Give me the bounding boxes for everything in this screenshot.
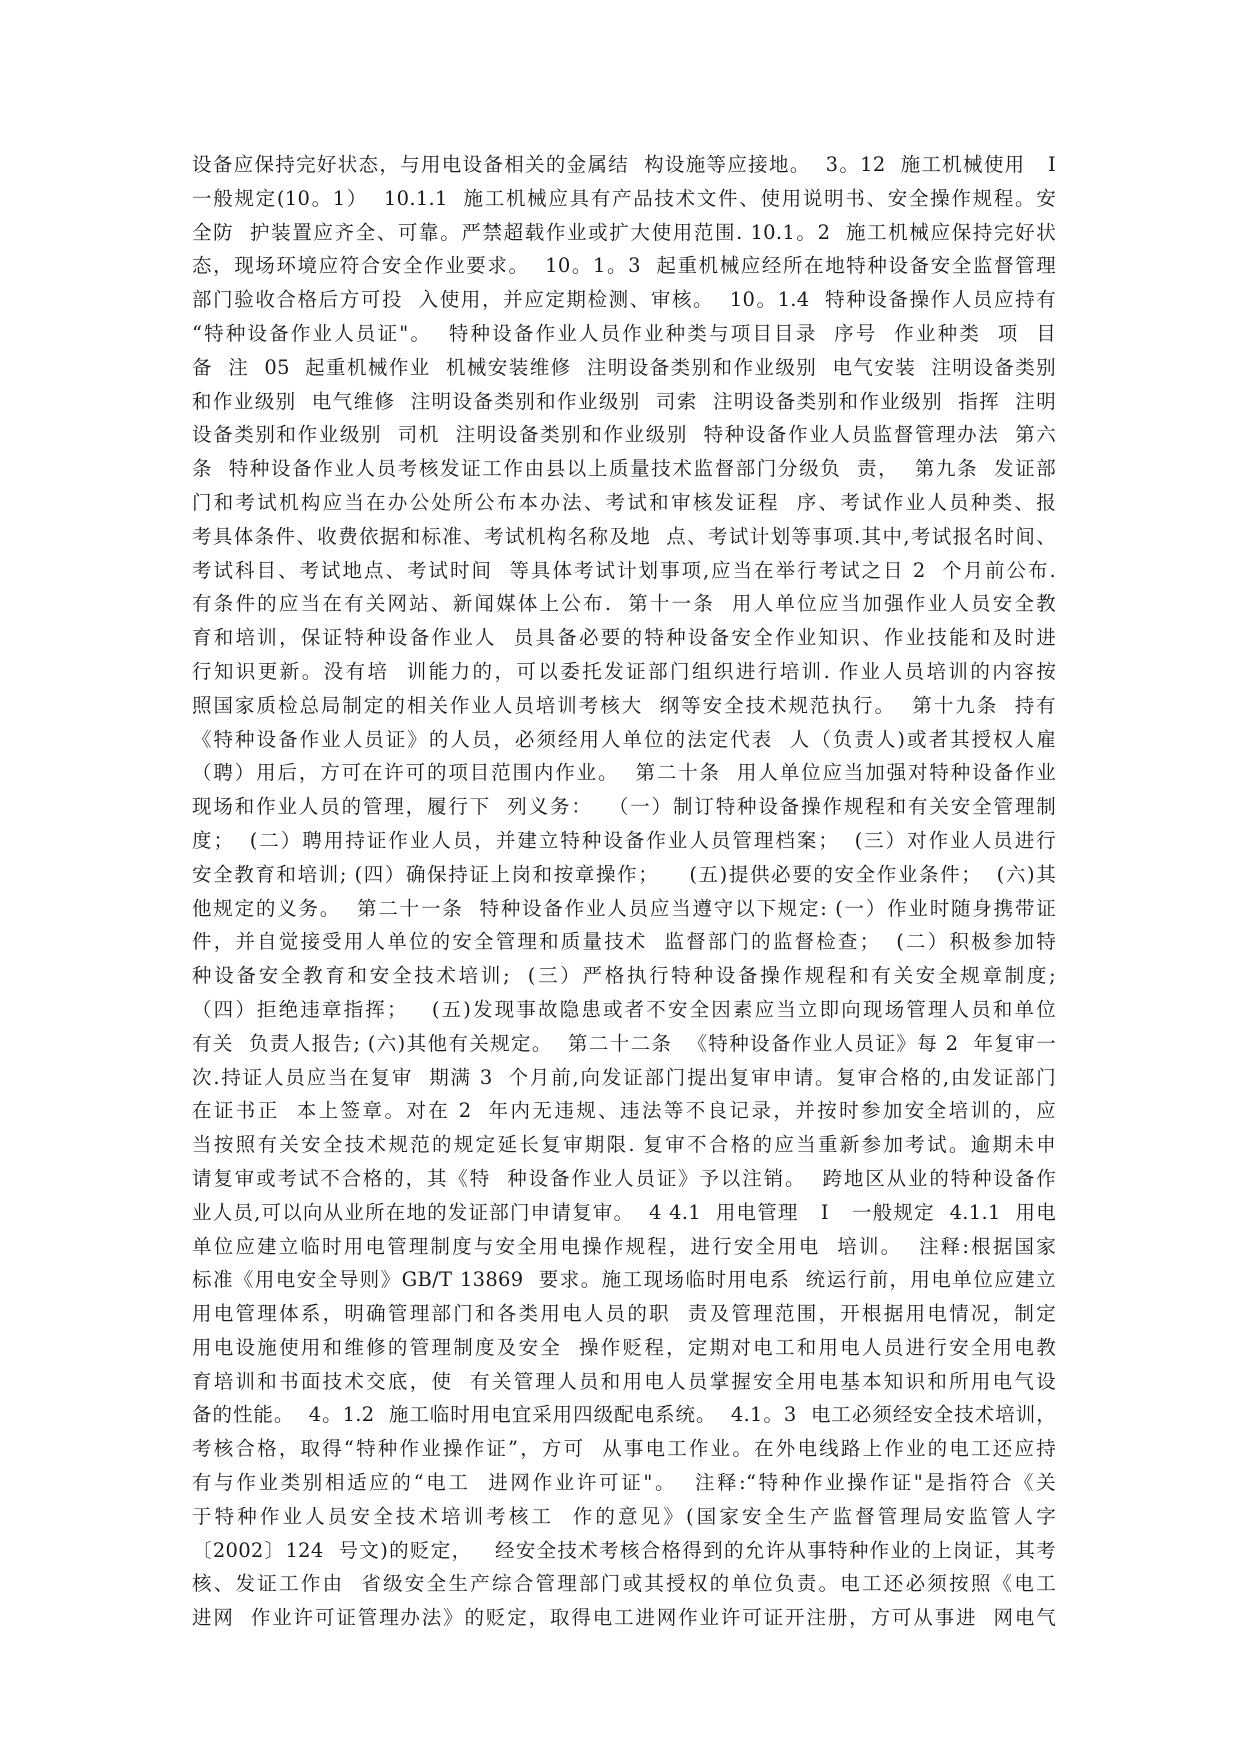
text-line: 种设备安全教育和安全技术培训; (三）严格执行特种设备操作规程和有关安全规章制度; — [192, 964, 1056, 988]
text-line: 态，现场环境应符合安全作业要求。 10。1。3 起重机械应经所在地特种设备安全监督管理 — [192, 254, 1056, 278]
text-line: 设备类别和作业级别 司机 注明设备类别和作业级别 特种设备作业人员监督管理办法 第六 — [192, 423, 1056, 447]
text-line: 考试科目、考试地点、考试时间 等具体考试计划事项,应当在举行考试之日 2 个月前公布. — [192, 558, 1056, 582]
text-line: 行知识更新。没有培 训能力的，可以委托发证部门组织进行培训. 作业人员培训的内容按 — [192, 659, 1056, 683]
text-line: 有关 负责人报告; (六)其他有关规定。 第二十二条 《特种设备作业人员证》每 2 年复审一 — [192, 1031, 1056, 1055]
text-line: 有条件的应当在有关网站、新闻媒体上公布. 第十一条 用人单位应当加强作业人员安全教 — [192, 592, 1056, 616]
text-line: 设备应保持完好状态，与用电设备相关的金属结 构设施等应接地。 3。12 施工机械使用 Ⅰ — [192, 153, 1056, 176]
text-line: 件，并自觉接受用人单位的安全管理和质量技术 监督部门的监督检查； (二）积极参加特 — [192, 930, 1056, 954]
text-line: 和作业级别 电气维修 注明设备类别和作业级别 司索 注明设备类别和作业级别 指挥 注明 — [192, 389, 1056, 413]
text-line: 在证书正 本上签章。对在 2 年内无违规、违法等不良记录，并按时参加安全培训的，应 — [192, 1099, 1056, 1123]
text-line: 业人员,可以向从业所在地的发证部门申请复审。 4 4.1 用电管理 Ⅰ 一般规定 4.1.1 用电 — [192, 1200, 1056, 1224]
text-line: 育和培训，保证特种设备作业人 员具备必要的特种设备安全作业知识、作业技能和及时进 — [192, 626, 1056, 650]
text-line: 他规定的义务。 第二十一条 特种设备作业人员应当遵守以下规定: (一）作业时随身携带证 — [192, 896, 1056, 920]
text-line: 备 注 05 起重机械作业 机械安装维修 注明设备类别和作业级别 电气安装 注明设备类别 — [192, 355, 1056, 379]
text-line: 备的性能。 4。1.2 施工临时用电宜采用四级配电系统。 4.1。3 电工必须经安全技术培训， — [192, 1403, 1056, 1427]
text-line: 育培训和书面技术交底，使 有关管理人员和用电人员掌握安全用电基本知识和所用电气设 — [192, 1369, 1056, 1393]
text-line: 进网 作业许可证管理办法》的贬定，取得电工进网作业许可证开注册，方可从事进 网电气 — [192, 1606, 1056, 1630]
text-line: 当按照有关安全技术规范的规定延长复审期限. 复审不合格的应当重新参加考试。逾期未申 — [192, 1133, 1056, 1157]
text-line: 标准《用电安全导则》GB/T 13869 要求。施工现场临时用电系 统运行前，用电单位应建立 — [192, 1268, 1056, 1292]
text-line: 安全教育和培训; (四）确保持证上岗和按章操作； (五)提供必要的安全作业条件； (六)其 — [192, 862, 1056, 886]
text-line: 考核合格，取得“特种作业操作证”，方可 从事电工作业。在外电线路上作业的电工还应持 — [192, 1437, 1056, 1461]
text-line: 《特种设备作业人员证》的人员，必须经用人单位的法定代表 人（负责人)或者其授权人雇 — [192, 727, 1056, 751]
text-line: （聘）用后，方可在许可的项目范围内作业。 第二十条 用人单位应当加强对特种设备作业 — [192, 761, 1056, 785]
text-line: 请复审或考试不合格的，其《特 种设备作业人员证》予以注销。 跨地区从业的特种设备作 — [192, 1166, 1056, 1190]
text-line: 门和考试机构应当在办公处所公布本办法、考试和审核发证程 序、考试作业人员种类、报 — [192, 490, 1056, 514]
text-line: 度； (二）聘用持证作业人员，并建立特种设备作业人员管理档案； (三）对作业人员进行 — [192, 828, 1056, 852]
text-line: 有与作业类别相适应的“电工 进网作业许可证"。 注释:“特种作业操作证"是指符合《关 — [192, 1471, 1056, 1495]
text-line: “特种设备作业人员证"。 特种设备作业人员作业种类与项目目录 序号 作业种类 项 目 — [192, 321, 1056, 345]
text-line: 条 特种设备作业人员考核发证工作由县以上质量技术监督部门分级负 责， 第九条 发证部 — [192, 457, 1056, 481]
text-line: 现场和作业人员的管理，履行下 列义务： （一）制订特种设备操作规程和有关安全管理制 — [192, 795, 1056, 819]
text-line: 一般规定(10。1） 10.1.1 施工机械应具有产品技术文件、使用说明书、安全操作规程。安 — [192, 186, 1056, 210]
text-line: 〔2002〕124 号文)的贬定， 经安全技术考核合格得到的允许从事特种作业的上岗证，其考 — [192, 1538, 1056, 1562]
text-line: 于特种作业人员安全技术培训考核工 作的意见》(国家安全生产监督管理局安监管人字 — [192, 1504, 1056, 1528]
text-line: 用电管理体系，明确管理部门和各类用电人员的职 责及管理范围，开根据用电情况，制定 — [192, 1302, 1056, 1326]
body-text — [192, 148, 1056, 1635]
text-line: 全防 护装置应齐全、可靠。严禁超载作业或扩大使用范围. 10.1。2 施工机械应保持完好状 — [192, 220, 1056, 244]
text-line: 部门验收合格后方可投 入使用，并应定期检测、审核。 10。1.4 特种设备操作人员应持有 — [192, 288, 1056, 312]
text-line: 单位应建立临时用电管理制度与安全用电操作规程，进行安全用电 培训。 注释:根据国家 — [192, 1234, 1056, 1258]
text-line: 次.持证人员应当在复审 期满 3 个月前,向发证部门提出复审申请。复审合格的,由发证部门 — [192, 1065, 1056, 1089]
text-line: 照国家质检总局制定的相关作业人员培训考核大 纲等安全技术规范执行。 第十九条 持有 — [192, 693, 1056, 717]
text-line: 考具体条件、收费依据和标准、考试机构名称及地 点、考试计划等事项.其中,考试报名时间、 — [192, 524, 1056, 548]
text-line: （四）拒绝违章指挥； (五)发现事故隐患或者不安全因素应当立即向现场管理人员和单位 — [192, 997, 1056, 1021]
text-line: 用电设施使用和维修的管理制度及安全 操作贬程，定期对电工和用电人员进行安全用电教 — [192, 1335, 1056, 1359]
text-line: 核、发证工作由 省级安全生产综合管理部门或其授权的单位负责。电工还必须按照《电工 — [192, 1572, 1056, 1596]
